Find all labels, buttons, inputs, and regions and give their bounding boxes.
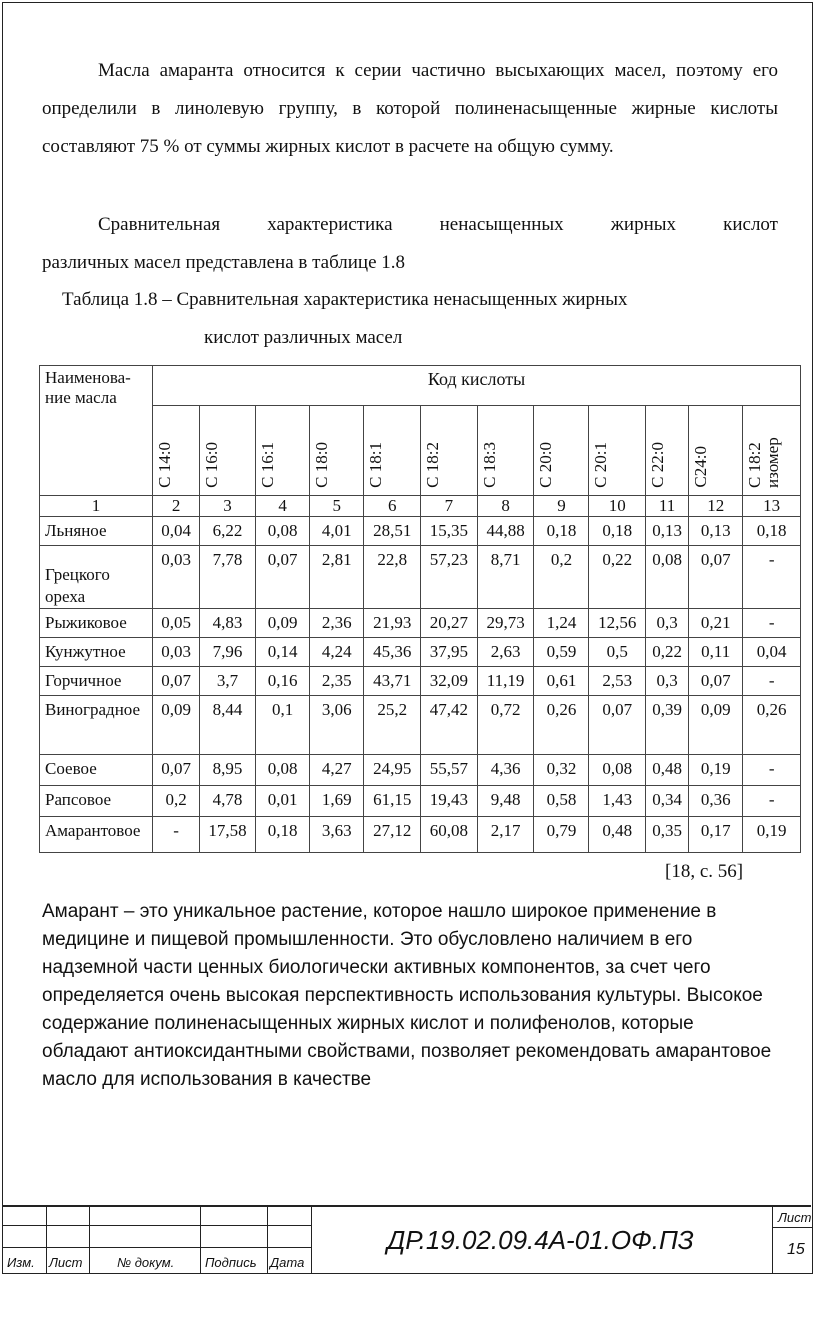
acid-value: 4,78 (200, 786, 256, 817)
column-number: 6 (364, 496, 421, 517)
acid-value: 0,59 (534, 638, 589, 667)
acid-value: - (743, 786, 801, 817)
paragraph-2 (42, 206, 778, 282)
oil-name: Рапсовое (40, 786, 153, 817)
acid-value: 15,35 (421, 517, 478, 546)
acid-value: 0,18 (534, 517, 589, 546)
acid-value: 4,24 (310, 638, 364, 667)
acid-value: 0,36 (689, 786, 743, 817)
acid-value: 0,07 (689, 667, 743, 696)
oil-name: Горчичное (40, 667, 153, 696)
acid-value: 0,07 (689, 546, 743, 609)
oil-name: Кунжутное (40, 638, 153, 667)
acid-value: 0,1 (255, 696, 309, 755)
acid-value: 8,44 (200, 696, 256, 755)
acid-value: 1,69 (310, 786, 364, 817)
acid-value: 0,21 (689, 609, 743, 638)
name-header: Наименова-ние масла (40, 366, 153, 496)
acid-value: 0,03 (153, 638, 200, 667)
acid-value: 0,07 (255, 546, 309, 609)
acid-value: 0,2 (153, 786, 200, 817)
oil-name: Соевое (40, 755, 153, 786)
acid-value: 11,19 (477, 667, 534, 696)
acid-value: 4,36 (477, 755, 534, 786)
acid-value: 0,34 (646, 786, 689, 817)
acid-value: 60,08 (421, 817, 478, 853)
stamp-izm: Изм. (7, 1255, 35, 1270)
acid-value: 0,2 (534, 546, 589, 609)
acid-code-label: С 14:0 (155, 442, 175, 488)
table-row (40, 755, 801, 786)
acid-value: - (743, 755, 801, 786)
acid-value: 0,14 (255, 638, 309, 667)
acid-code-label: С 18:3 (479, 442, 499, 488)
column-number: 8 (477, 496, 534, 517)
table-row (40, 817, 801, 853)
acid-code-label: С 18:2 (423, 442, 443, 488)
acid-code-label: С 18:0 (312, 442, 332, 488)
acid-value: 0,5 (589, 638, 646, 667)
oil-name: Льняное (40, 517, 153, 546)
title-block (2, 1205, 813, 1274)
acid-value: 0,26 (743, 696, 801, 755)
paragraph-2-line-1: Сравнительная характеристика ненасыщенных жирных кислот (98, 214, 778, 235)
acid-value: 9,48 (477, 786, 534, 817)
acid-value: 0,22 (646, 638, 689, 667)
acid-value: 1,24 (534, 609, 589, 638)
acid-value: 29,73 (477, 609, 534, 638)
acid-value: 0,04 (743, 638, 801, 667)
acid-code-header (310, 406, 364, 496)
acid-value: 1,43 (589, 786, 646, 817)
sheet-label: Лист (778, 1210, 812, 1225)
acid-value: 0,58 (534, 786, 589, 817)
column-number: 9 (534, 496, 589, 517)
acid-value: 0,22 (589, 546, 646, 609)
acid-value: 19,43 (421, 786, 478, 817)
acid-value: 24,95 (364, 755, 421, 786)
acid-value: 0,16 (255, 667, 309, 696)
acid-value: 61,15 (364, 786, 421, 817)
acid-value: 12,56 (589, 609, 646, 638)
acid-value: 44,88 (477, 517, 534, 546)
table-row (40, 546, 801, 609)
acid-value: 43,71 (364, 667, 421, 696)
code-header: Код кислоты (153, 366, 801, 406)
acid-code-header (200, 406, 256, 496)
acid-value: 0,3 (646, 609, 689, 638)
acid-value: 32,09 (421, 667, 478, 696)
acid-code-header (255, 406, 309, 496)
table-caption-line-2: кислот различных масел (204, 327, 403, 348)
column-number: 2 (153, 496, 200, 517)
acid-value: - (743, 667, 801, 696)
column-number: 1 (40, 496, 153, 517)
oil-name: Грецкого ореха (40, 546, 153, 609)
acid-value: 3,06 (310, 696, 364, 755)
stamp-doc-num: № докум. (117, 1255, 175, 1270)
acid-value: 0,11 (689, 638, 743, 667)
fatty-acid-table (39, 365, 801, 853)
acid-code-label: С 16:1 (257, 442, 277, 488)
acid-value: 2,35 (310, 667, 364, 696)
acid-value: 22,8 (364, 546, 421, 609)
acid-value: 0,32 (534, 755, 589, 786)
table-row (40, 517, 801, 546)
column-number: 7 (421, 496, 478, 517)
acid-value: 8,71 (477, 546, 534, 609)
acid-code-header (421, 406, 478, 496)
acid-value: 0,79 (534, 817, 589, 853)
acid-value: 4,01 (310, 517, 364, 546)
column-number: 3 (200, 496, 256, 517)
acid-code-label: С24:0 (691, 446, 711, 488)
oil-name: Виноградное (40, 696, 153, 755)
acid-code-label: С 18:2 изомер (745, 437, 783, 488)
acid-value: 0,08 (646, 546, 689, 609)
acid-value: 0,35 (646, 817, 689, 853)
oil-name: Амарантовое (40, 817, 153, 853)
acid-value: 6,22 (200, 517, 256, 546)
acid-value: 17,58 (200, 817, 256, 853)
column-number: 5 (310, 496, 364, 517)
column-number: 11 (646, 496, 689, 517)
acid-value: - (153, 817, 200, 853)
acid-code-header (689, 406, 743, 496)
acid-value: 0,08 (255, 755, 309, 786)
table-row (40, 786, 801, 817)
acid-value: 3,7 (200, 667, 256, 696)
acid-value: 37,95 (421, 638, 478, 667)
acid-value: 2,53 (589, 667, 646, 696)
paragraph-3: Амарант – это уникальное растение, которое нашло широкое применение в медицине и пищевой промышленности. Это обусловлено наличием в его надземной части ценных биологически активных компонентов, за счет чего определяется очень высокая перспективность использования культуры. Высокое содержание полиненасыщенных жирных кислот и полифенолов, которые обладают антиоксидантными свойствами, позволяет рекомендовать амарантовое масло для использования в качестве (42, 901, 772, 1090)
table-row (40, 609, 801, 638)
acid-value: - (743, 546, 801, 609)
acid-value: 0,48 (646, 755, 689, 786)
acid-value: 2,36 (310, 609, 364, 638)
acid-code-header (477, 406, 534, 496)
stamp-signature: Подпись (205, 1255, 257, 1270)
stamp-date: Дата (270, 1255, 305, 1270)
acid-code-label: С 20:0 (536, 442, 556, 488)
acid-value: 0,19 (689, 755, 743, 786)
stamp-list: Лист (49, 1255, 83, 1270)
acid-value: 0,18 (255, 817, 309, 853)
acid-value: 0,07 (153, 667, 200, 696)
acid-value: 8,95 (200, 755, 256, 786)
acid-value: 2,17 (477, 817, 534, 853)
document-code: ДР.19.02.09.4А-01.ОФ.ПЗ (387, 1225, 694, 1255)
acid-value: 0,72 (477, 696, 534, 755)
acid-value: 25,2 (364, 696, 421, 755)
acid-code-label: С 18:1 (366, 442, 386, 488)
acid-value: 0,09 (689, 696, 743, 755)
acid-value: 0,07 (589, 696, 646, 755)
acid-value: 55,57 (421, 755, 478, 786)
acid-value: - (743, 609, 801, 638)
acid-code-label: С 20:1 (591, 442, 611, 488)
acid-value: 0,18 (589, 517, 646, 546)
sheet-number: 15 (787, 1241, 805, 1258)
acid-value: 21,93 (364, 609, 421, 638)
acid-value: 0,09 (153, 696, 200, 755)
acid-value: 0,04 (153, 517, 200, 546)
table-caption-line-1: Таблица 1.8 – Сравнительная характеристика ненасыщенных жирных (62, 289, 628, 310)
column-number: 13 (743, 496, 801, 517)
acid-value: 3,63 (310, 817, 364, 853)
acid-value: 0,61 (534, 667, 589, 696)
acid-code-label: С 16:0 (202, 442, 222, 488)
acid-value: 2,63 (477, 638, 534, 667)
column-number: 4 (255, 496, 309, 517)
acid-value: 0,03 (153, 546, 200, 609)
acid-value: 0,39 (646, 696, 689, 755)
acid-value: 0,17 (689, 817, 743, 853)
column-number: 10 (589, 496, 646, 517)
acid-value: 0,48 (589, 817, 646, 853)
column-number: 12 (689, 496, 743, 517)
acid-value: 0,07 (153, 755, 200, 786)
table-row (40, 667, 801, 696)
acid-value: 0,01 (255, 786, 309, 817)
acid-value: 7,78 (200, 546, 256, 609)
acid-value: 4,27 (310, 755, 364, 786)
acid-value: 0,3 (646, 667, 689, 696)
acid-value: 57,23 (421, 546, 478, 609)
acid-value: 2,81 (310, 546, 364, 609)
acid-value: 0,13 (689, 517, 743, 546)
acid-value: 27,12 (364, 817, 421, 853)
acid-code-header (743, 406, 801, 496)
paragraph-2-line-2: различных масел представлена в таблице 1.8 (42, 252, 406, 274)
acid-value: 0,26 (534, 696, 589, 755)
acid-value: 7,96 (200, 638, 256, 667)
acid-code-header (534, 406, 589, 496)
acid-value: 20,27 (421, 609, 478, 638)
acid-value: 0,09 (255, 609, 309, 638)
acid-value: 0,05 (153, 609, 200, 638)
acid-value: 0,08 (589, 755, 646, 786)
acid-code-header (364, 406, 421, 496)
acid-code-header (153, 406, 200, 496)
acid-value: 45,36 (364, 638, 421, 667)
acid-value: 47,42 (421, 696, 478, 755)
oil-name: Рыжиковое (40, 609, 153, 638)
acid-value: 28,51 (364, 517, 421, 546)
acid-value: 4,83 (200, 609, 256, 638)
acid-value: 0,18 (743, 517, 801, 546)
acid-value: 0,13 (646, 517, 689, 546)
acid-code-header (589, 406, 646, 496)
acid-code-header (646, 406, 689, 496)
source-reference: [18, с. 56] (665, 861, 744, 882)
acid-code-label: С 22:0 (648, 442, 668, 488)
table-row (40, 696, 801, 755)
acid-value: 0,19 (743, 817, 801, 853)
table-row (40, 638, 801, 667)
acid-value: 0,08 (255, 517, 309, 546)
paragraph-1: Масла амаранта относится к серии частично высыхающих масел, поэтому его определили в линолевую группу, в которой полиненасыщенные жирные кислоты составляют 75 % от суммы жирных кислот в расчете на общую сумму. (42, 60, 778, 158)
